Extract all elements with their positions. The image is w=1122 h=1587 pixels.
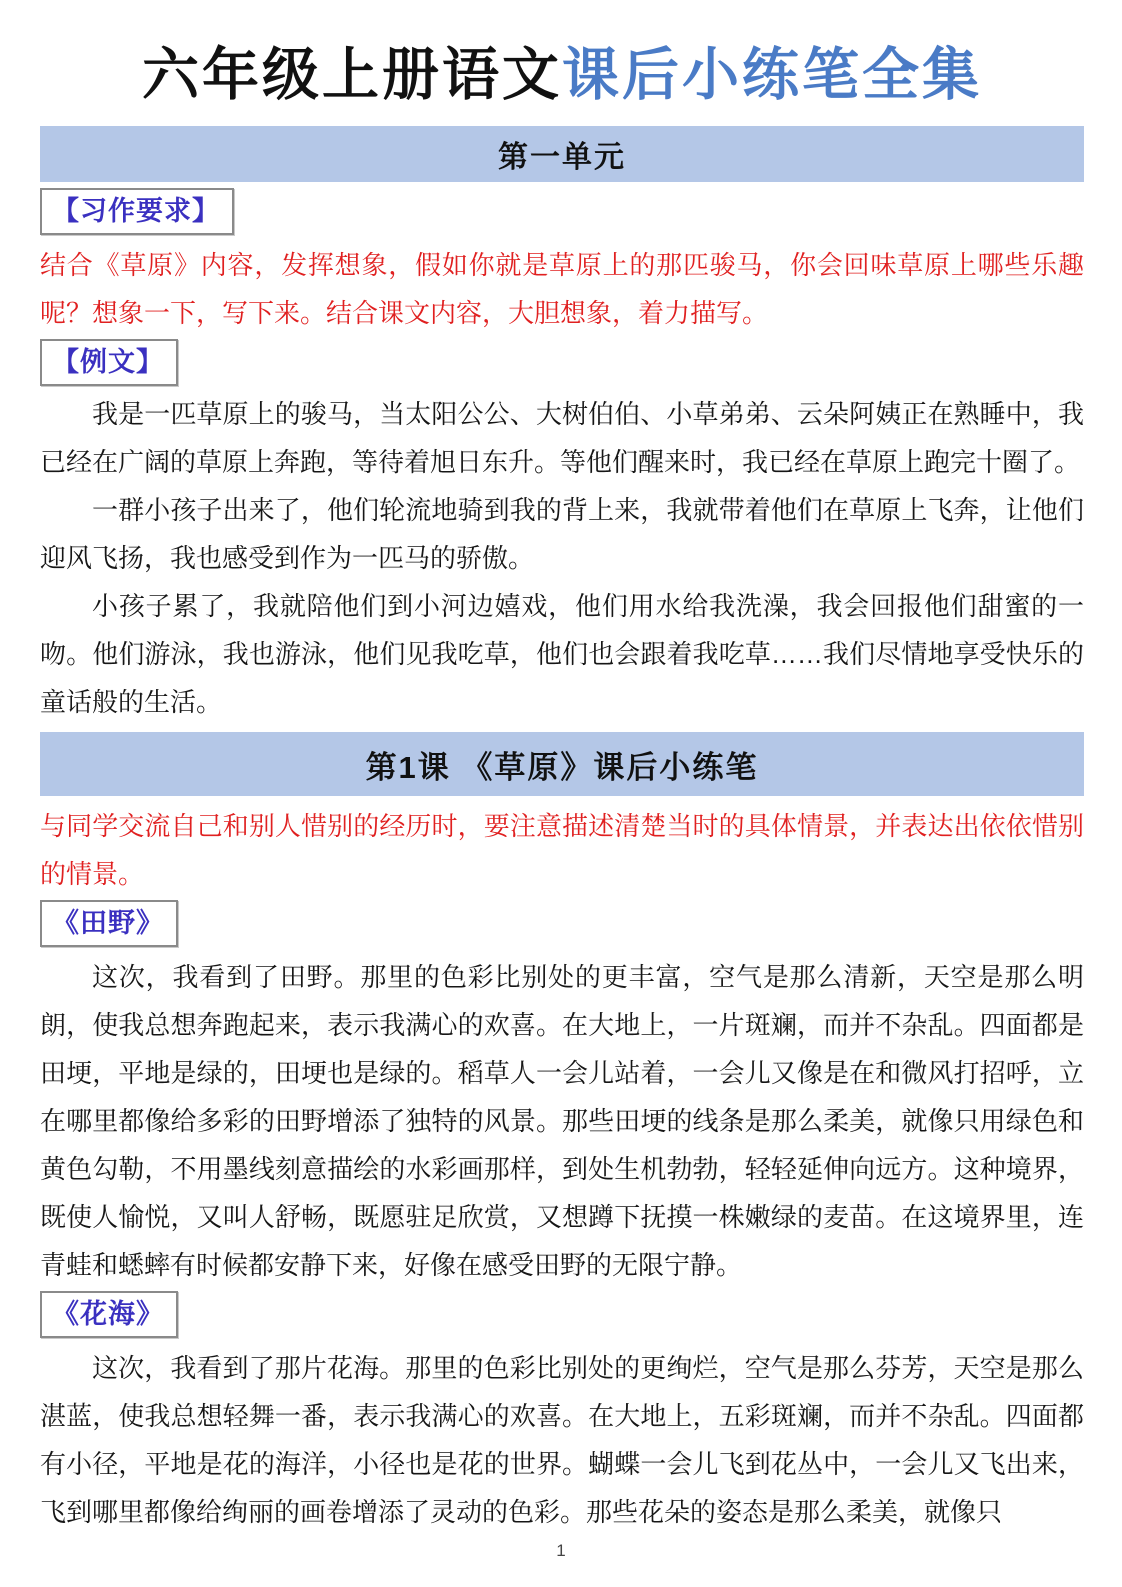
example-paragraph: 我是一匹草原上的骏马，当太阳公公、大树伯伯、小草弟弟、云朵阿姨正在熟睡中，我已经在广阔的草原上奔跑，等待着旭日东升。等他们醒来时，我已经在草原上跑完十圈了。	[40, 399, 1084, 477]
essay-text-huahai: 这次，我看到了那片花海。那里的色彩比别处的更绚烂，空气是那么芬芳，天空是那么湛蓝，使我总想轻舞一番，表示我满心的欢喜。在大地上，五彩斑斓，而并不杂乱。四面都有小径，平地是花的海洋，小径也是花的世界。蝴蝶一会儿飞到花丛中，一会儿又飞出来，飞到哪里都像给绚丽的画卷增添了灵动的色彩。那些花朵的姿态是那么柔美，就像只	[40, 1353, 1084, 1527]
unit-banner-label: 第一单元	[498, 141, 626, 174]
essay-title-box-huahai: 《花海》	[40, 1291, 178, 1338]
essay-huahai	[40, 1344, 1084, 1536]
page-title	[40, 40, 1084, 110]
lesson-banner-label: 第1课 《草原》课后小练笔	[365, 749, 759, 785]
unit-requirement-text: 结合《草原》内容，发挥想象，假如你就是草原上的那匹骏马，你会回味草原上哪些乐趣呢？想象一下，写下来。结合课文内容，大胆想象，着力描写。	[40, 250, 1084, 328]
example-label-row	[40, 339, 1084, 386]
essay-text-tianye: 这次，我看到了田野。那里的色彩比别处的更丰富，空气是那么清新，天空是那么明朗，使我总想奔跑起来，表示我满心的欢喜。在大地上，一片斑斓，而并不杂乱。四面都是田埂，平地是绿的，田埂也是绿的。稻草人一会儿站着，一会儿又像是在和微风打招呼，立在哪里都像给多彩的田野增添了独特的风景。那些田埂的线条是那么柔美，就像只用绿色和黄色勾勒，不用墨线刻意描绘的水彩画那样，到处生机勃勃，轻轻延伸向远方。这种境界，既使人愉悦，又叫人舒畅，既愿驻足欣赏，又想蹲下抚摸一株嫩绿的麦苗。在这境界里，连青蛙和蟋蟀有时候都安静下来，好像在感受田野的无限宁静。	[40, 962, 1084, 1280]
lesson-requirement-text: 与同学交流自己和别人惜别的经历时，要注意描述清楚当时的具体情景，并表达出依依惜别的情景。	[40, 811, 1084, 889]
page-title-blue-part: 课后小练笔全集	[562, 43, 982, 107]
essay-title-row-tianye	[40, 900, 1084, 947]
lesson-requirement	[40, 802, 1084, 898]
page-number: 1	[556, 1541, 566, 1560]
example-paragraph: 一群小孩子出来了，他们轮流地骑到我的背上来，我就带着他们在草原上飞奔，让他们迎风飞扬，我也感受到作为一匹马的骄傲。	[40, 495, 1084, 573]
unit-banner	[40, 126, 1084, 182]
essay-tianye	[40, 953, 1084, 1289]
essay-title-box-tianye: 《田野》	[40, 900, 178, 947]
requirement-label-row	[40, 188, 1084, 235]
example-label-box: 【例文】	[40, 339, 178, 386]
example-paragraph: 小孩子累了，我就陪他们到小河边嬉戏，他们用水给我洗澡，我会回报他们甜蜜的一吻。他们游泳，我也游泳，他们见我吃草，他们也会跟着我吃草……我们尽情地享受快乐的童话般的生活。	[40, 591, 1084, 717]
example-essay	[40, 390, 1084, 726]
essay-title-row-huahai	[40, 1291, 1084, 1338]
page-title-black-part: 六年级上册语文	[142, 43, 562, 107]
requirement-label-box: 【习作要求】	[40, 188, 234, 235]
lesson-banner	[40, 732, 1084, 796]
unit-requirement	[40, 241, 1084, 337]
